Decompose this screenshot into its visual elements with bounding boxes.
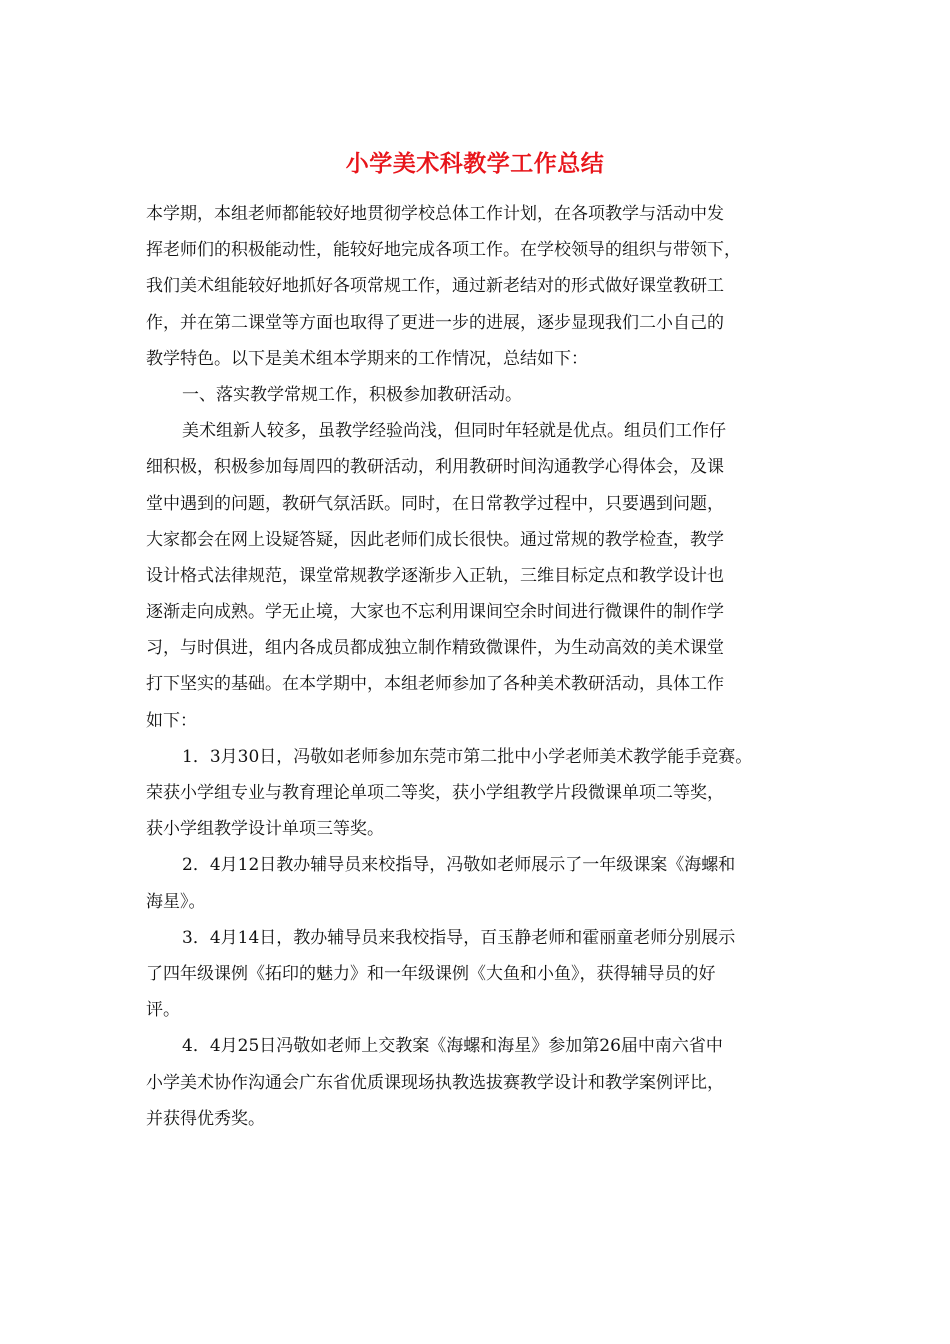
body-line: 美术组新人较多，虽教学经验尚浅，但同时年轻就是优点。组员们工作仔 — [182, 421, 726, 442]
list-item: 4．4月25日冯敬如老师上交教案《海螺和海星》参加第26届中南六省中 — [182, 1036, 723, 1057]
body-line: 教学特色。以下是美术组本学期来的工作情况，总结如下： — [146, 348, 588, 369]
list-item: 1．3月30日，冯敬如老师参加东莞市第二批中小学老师美术教学能手竞赛。 — [182, 746, 753, 767]
body-line: 荣获小学组专业与教育理论单项二等奖，获小学组教学片段微课单项二等奖， — [146, 783, 724, 803]
body-line: 我们美术组能较好地抓好各项常规工作，通过新老结对的形式做好课堂教研工 — [146, 276, 724, 297]
body-line: 评。 — [146, 1000, 180, 1021]
body-line: 习，与时俱进，组内各成员都成独立制作精致微课件，为生动高效的美术课堂 — [146, 638, 724, 659]
document-title: 小学美术科教学工作总结 — [345, 150, 605, 177]
body-line: 作，并在第二课堂等方面也取得了更进一步的进展，逐步显现我们二小自己的 — [146, 312, 724, 333]
body-line: 设计格式法律规范，课堂常规教学逐渐步入正轨，三维目标定点和教学设计也 — [146, 565, 724, 586]
body-line: 获小学组教学设计单项三等奖。 — [146, 819, 384, 840]
body-line: 大家都会在网上设疑答疑，因此老师们成长很快。通过常规的教学检查，教学 — [146, 529, 724, 550]
body-line: 如下： — [146, 710, 197, 731]
list-item: 3．4月14日，教办辅导员来我校指导，百玉静老师和霍丽童老师分别展示 — [182, 927, 736, 948]
body-line: 逐渐走向成熟。学无止境，大家也不忘利用课间空余时间进行微课件的制作学 — [146, 602, 724, 623]
body-line: 打下坚实的基础。在本学期中，本组老师参加了各种美术教研活动，具体工作 — [146, 674, 724, 695]
body-line: 细积极，积极参加每周四的教研活动，利用教研时间沟通教学心得体会，及课 — [146, 457, 724, 478]
body-line: 并获得优秀奖。 — [146, 1108, 265, 1129]
body-line: 了四年级课例《拓印的魅力》和一年级课例《大鱼和小鱼》，获得辅导员的好 — [146, 963, 716, 984]
document-body — [146, 196, 826, 1137]
section-heading: 一、落实教学常规工作，积极参加教研活动。 — [182, 384, 522, 405]
body-line: 挥老师们的积极能动性，能较好地完成各项工作。在学校领导的组织与带领下， — [146, 240, 741, 261]
list-item: 2．4月12日教办辅导员来校指导，冯敬如老师展示了一年级课案《海螺和 — [182, 855, 736, 876]
body-line: 小学美术协作沟通会广东省优质课现场执教选拔赛教学设计和教学案例评比， — [146, 1072, 724, 1093]
body-line: 本学期，本组老师都能较好地贯彻学校总体工作计划，在各项教学与活动中发 — [146, 204, 724, 224]
body-line: 海星》。 — [146, 891, 206, 912]
body-line: 堂中遇到的问题，教研气氛活跃。同时，在日常教学过程中，只要遇到问题， — [146, 493, 724, 514]
